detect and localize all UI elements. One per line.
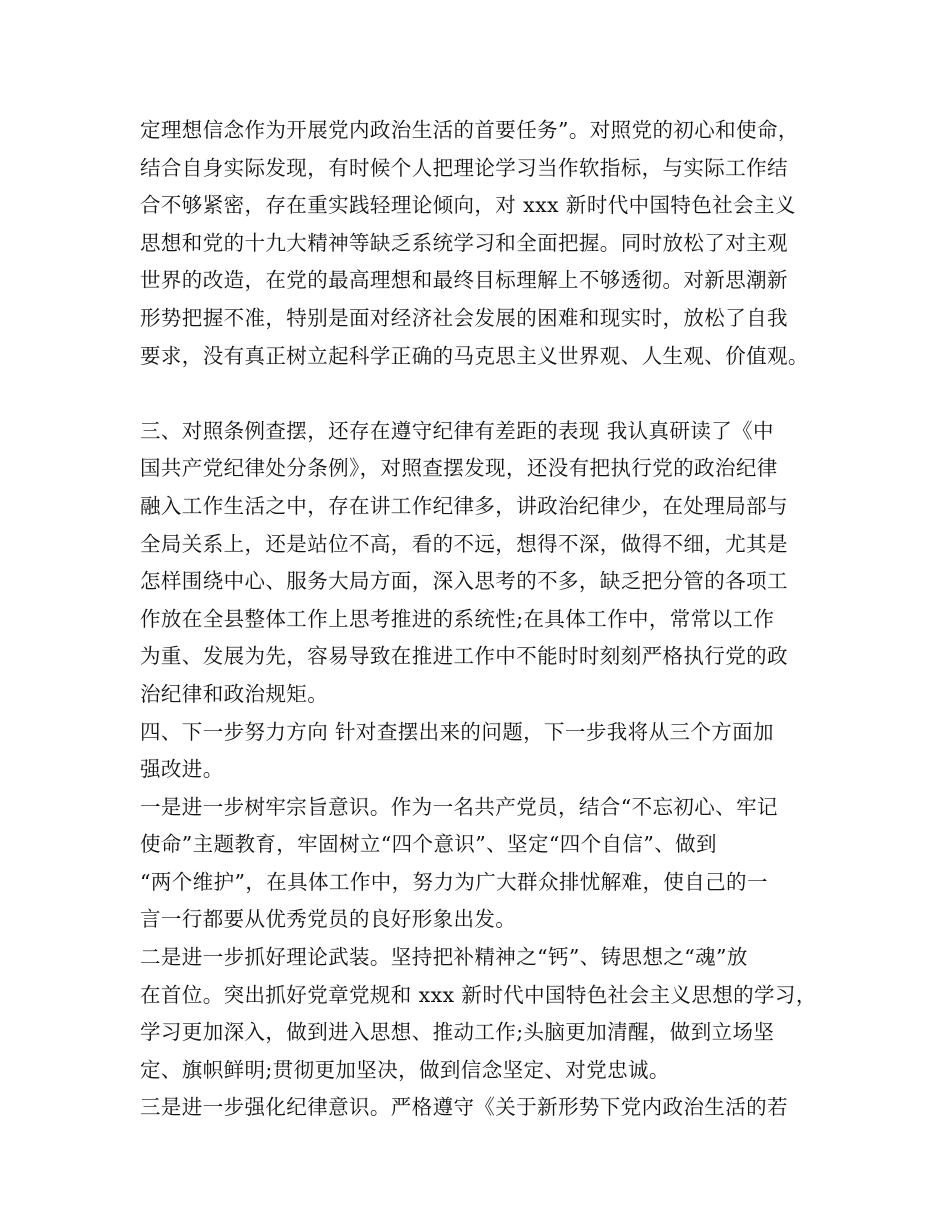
section-three-heading-line: 三、对照条例查摆，还存在遵守纪律有差距的表现 我认真研读了《中 (140, 418, 774, 443)
text-line: 言一行都要从优秀党员的良好形象出发。 (140, 907, 517, 932)
text-line: 治纪律和政治规矩。 (140, 681, 329, 706)
point-one-line: 一是进一步树牢宗旨意识。作为一名共产党员，结合“不忘初心、牢记 (140, 794, 778, 819)
text-line: 为重、发展为先，容易导致在推进工作中不能时时刻刻严格执行党的政 (140, 644, 788, 669)
text-line: 形势把握不准，特别是面对经济社会发展的困难和现实时，放松了自我 (140, 305, 788, 330)
paragraph-discipline-and-direction (140, 413, 820, 1127)
point-three-line: 三是进一步强化纪律意识。严格遵守《关于新形势下党内政治生活的若 (140, 1095, 788, 1120)
paragraph-gap (140, 375, 820, 413)
text-line: 要求，没有真正树立起科学正确的马克思主义世界观、人生观、价值观。 (140, 343, 809, 368)
text-line: “两个维护”，在具体工作中，努力为广大群众排忧解难，使自己的一 (140, 869, 768, 894)
text-line: 学习更加深入，做到进入思想、推动工作;头脑更加清醒，做到立场坚 (140, 1020, 775, 1045)
text-line: 融入工作生活之中，存在讲工作纪律多，讲政治纪律少，在处理局部与 (140, 493, 788, 518)
document-page (140, 112, 820, 1127)
text-line: 作放在全县整体工作上思考推进的系统性;在具体工作中，常常以工作 (140, 606, 775, 631)
text-line: 世界的改造，在党的最高理想和最终目标理解上不够透彻。对新思潮新 (140, 268, 788, 293)
point-two-line: 二是进一步抓好理论武装。坚持把补精神之“钙”、铸思想之“魂”放 (140, 945, 748, 970)
text-line: 怎样围绕中心、服务大局方面，深入思考的不多，缺乏把分管的各项工 (140, 569, 788, 594)
text-line: 定理想信念作为开展党内政治生活的首要任务”。对照党的初心和使命， (140, 118, 799, 142)
text-line: 全局关系上，还是站位不高，看的不远，想得不深，做得不细，尤其是 (140, 531, 788, 556)
text-line: 思想和党的十九大精神等缺乏系统学习和全面把握。同时放松了对主观 (140, 230, 788, 255)
text-line: 合不够紧密，存在重实践轻理论倾向，对 xxx 新时代中国特色社会主义 (140, 193, 796, 218)
paragraph-ideals-reflection (140, 112, 820, 375)
text-line: 定、旗帜鲜明;贯彻更加坚决，做到信念坚定、对党忠诚。 (140, 1057, 670, 1082)
text-line: 强改进。 (140, 757, 224, 782)
text-line: 国共产党纪律处分条例》，对照查摆发现，还没有把执行党的政治纪律 (140, 456, 778, 481)
section-four-heading-line: 四、下一步努力方向 针对查摆出来的问题，下一步我将从三个方面加 (140, 719, 774, 744)
text-line: 在首位。突出抓好党章党规和 xxx 新时代中国特色社会主义思想的学习， (140, 982, 817, 1007)
text-line: 结合自身实际发现，有时候个人把理论学习当作软指标，与实际工作结 (140, 155, 788, 180)
text-line: 使命”主题教育，牢固树立“四个意识”、坚定“四个自信”、做到 (140, 832, 717, 857)
